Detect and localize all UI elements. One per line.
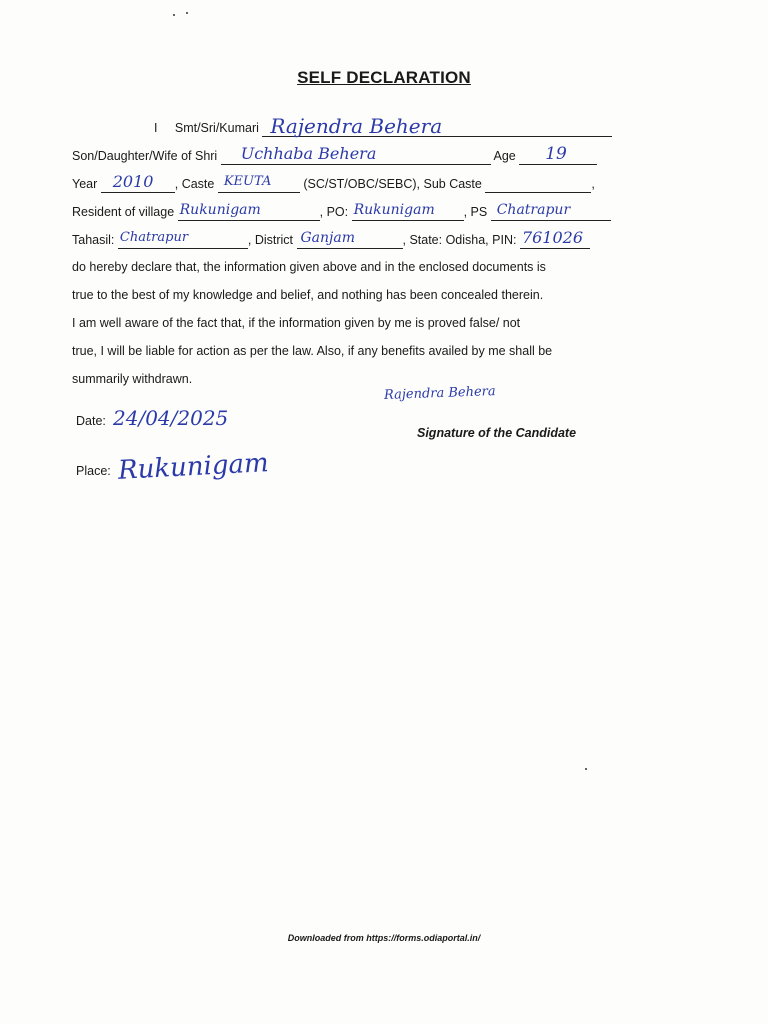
caste-value: KEUTA xyxy=(223,174,272,189)
parent-label: Son/Daughter/Wife of Shri xyxy=(72,149,218,163)
tahasil-label: Tahasil: xyxy=(72,233,115,247)
parent-field xyxy=(221,144,491,165)
pronoun: I xyxy=(154,121,158,135)
caste-field xyxy=(218,174,300,193)
paragraph-line: true to the best of my knowledge and belief, and nothing has been concealed therein. xyxy=(72,288,544,302)
year-value: 2010 xyxy=(112,172,154,191)
place-signature: Rukunigam xyxy=(117,448,270,486)
pin-value: 761026 xyxy=(521,228,584,247)
district-field xyxy=(297,230,403,249)
village-field xyxy=(178,202,320,221)
place-label: Place: xyxy=(76,464,111,478)
po-field xyxy=(352,202,464,221)
district-label: , District xyxy=(247,233,294,247)
state-pin-label: , State: Odisha, PIN: xyxy=(402,233,517,247)
ps-label: , PS xyxy=(463,205,488,219)
signature-caption: Signature of the Candidate xyxy=(417,426,577,440)
subcaste-field xyxy=(485,177,591,193)
caste-label: , Caste xyxy=(174,177,215,191)
paragraph-line: do hereby declare that, the information given above and in the enclosed documents is xyxy=(72,260,546,274)
village-label: Resident of village xyxy=(72,205,175,219)
name-field xyxy=(262,114,612,138)
parent-line xyxy=(72,144,597,165)
tahasil-line xyxy=(72,228,590,249)
paragraph-line: true, I will be liable for action as per the law. Also, if any benefits availed by me shall be xyxy=(72,344,553,358)
po-value: Rukunigam xyxy=(353,202,435,218)
line-end-comma: , xyxy=(591,177,595,191)
paragraph-line: summarily withdrawn. xyxy=(72,372,193,386)
po-label: , PO: xyxy=(319,205,349,219)
ps-field xyxy=(491,202,611,221)
name-line xyxy=(154,114,612,138)
category-label: (SC/ST/OBC/SEBC), Sub Caste xyxy=(303,177,482,191)
pin-field xyxy=(520,228,590,249)
date-value: 24/04/2025 xyxy=(113,406,229,430)
footer-source: Downloaded from https://forms.odiaportal.in/ xyxy=(287,933,481,943)
village-line xyxy=(72,203,611,221)
paragraph-line: I am well aware of the fact that, if the information given by me is proved false/ not xyxy=(72,316,521,330)
scan-speck xyxy=(186,12,188,14)
document-title: SELF DECLARATION xyxy=(297,68,471,87)
date-label: Date: xyxy=(76,414,106,428)
age-label: Age xyxy=(493,149,516,163)
year-field xyxy=(101,172,175,193)
title-label: Smt/Sri/Kumari xyxy=(174,121,259,135)
tahasil-field xyxy=(118,230,248,249)
declaration-paragraph xyxy=(72,253,662,393)
age-field xyxy=(519,144,597,165)
year-caste-line xyxy=(72,172,595,193)
candidate-signature: Rajendra Behera xyxy=(383,384,496,403)
village-value: Rukunigam xyxy=(179,202,261,218)
parent-value: Uchhaba Behera xyxy=(240,144,377,163)
scan-speck xyxy=(585,768,587,770)
name-value: Rajendra Behera xyxy=(270,114,443,138)
tahasil-value: Chatrapur xyxy=(119,230,189,245)
ps-value: Chatrapur xyxy=(496,202,571,218)
age-value: 19 xyxy=(545,144,567,164)
scan-speck xyxy=(173,14,175,16)
year-label: Year xyxy=(72,177,98,191)
district-value: Ganjam xyxy=(300,230,356,246)
